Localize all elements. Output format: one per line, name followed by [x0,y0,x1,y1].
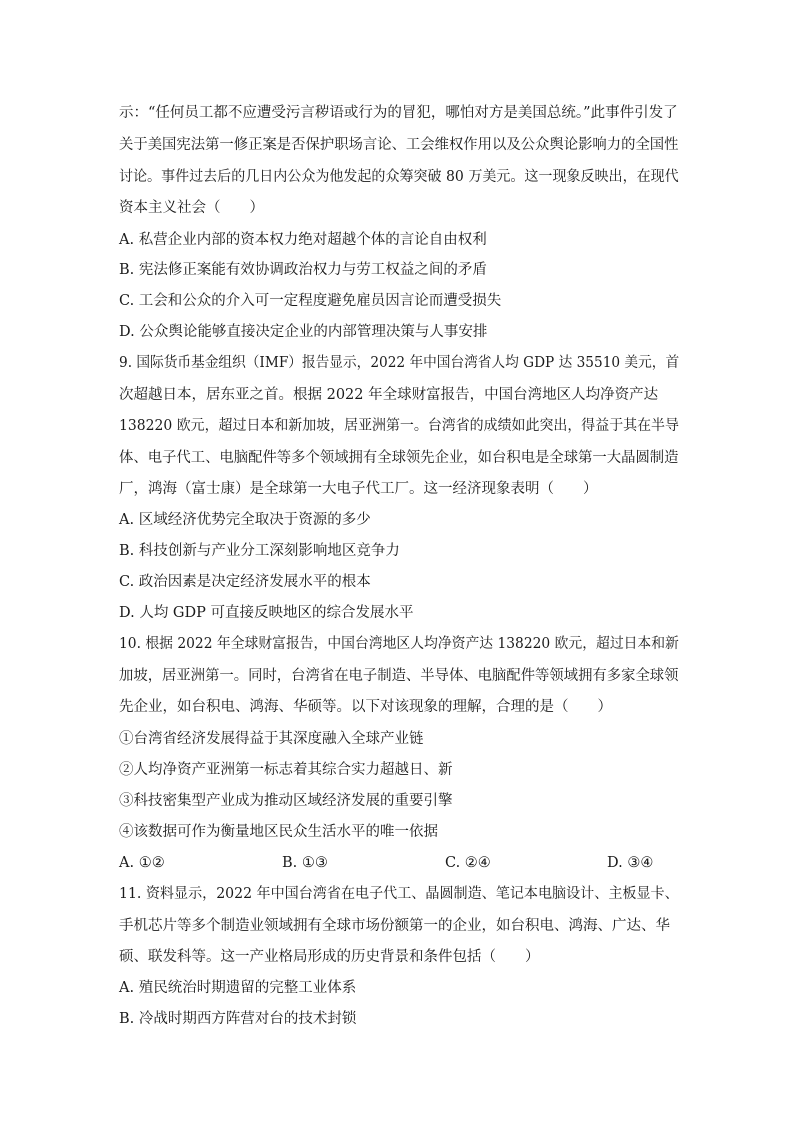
q9-option-b: B. 科技创新与产业分工深刻影响地区竞争力 [119,543,400,559]
q10-options-row [119,853,659,873]
q9-stem-line-4: 体、电子代工、电脑配件等多个领域拥有全球领先企业，如台积电是全球第一大晶圆制造 [119,450,679,466]
q10-option-d: D. ③④ [607,855,654,871]
q10-statement-2: ②人均净资产亚洲第一标志着其综合实力超越日、新 [119,762,453,778]
q10-option-c: C. ②④ [445,855,491,871]
q11-stem-line-2: 手机芯片等多个制造业领域拥有全球市场份额第一的企业，如台积电、鸿海、广达、华 [119,918,670,934]
q9-option-d: D. 人均 GDP 可直接反映地区的综合发展水平 [119,605,414,621]
q9-option-c: C. 政治因素是决定经济发展水平的根本 [119,574,371,590]
q10-option-b: B. ①③ [282,855,328,871]
q11-option-a: A. 殖民统治时期遗留的完整工业体系 [119,980,357,996]
q10-stem-line-2: 加坡，居亚洲第一。同时，台湾省在电子制造、半导体、电脑配件等领域拥有多家全球领 [119,668,679,684]
q10-statement-1: ①台湾省经济发展得益于其深度融入全球产业链 [119,731,424,747]
q8-stem-line-2: 关于美国宪法第一修正案是否保护职场言论、工会维权作用以及公众舆论影响力的全国性 [119,137,679,153]
q10-statement-4: ④该数据可作为衡量地区民众生活水平的唯一依据 [119,824,438,840]
q8-option-d: D. 公众舆论能够直接决定企业的内部管理决策与人事安排 [119,324,488,340]
q8-option-c: C. 工会和公众的介入可一定程度避免雇员因言论而遭受损失 [119,293,502,309]
q11-stem-line-1: 11. 资料显示，2022 年中国台湾省在电子代工、晶圆制造、笔记本电脑设计、主板显卡、 [119,886,679,902]
q10-stem-line-3: 先企业，如台积电、鸿海、华硕等。以下对该现象的理解，合理的是（ ） [119,699,612,715]
q9-stem-line-2: 次超越日本，居东亚之首。根据 2022 年全球财富报告，中国台湾地区人均净资产达 [119,387,659,403]
q8-stem-line-3: 讨论。事件过去后的几日内公众为他发起的众筹突破 80 万美元。这一现象反映出，在现代 [119,169,679,185]
q8-stem-line-1: 示：“任何员工都不应遭受污言秽语或行为的冒犯，哪怕对方是美国总统。”此事件引发了 [119,105,678,121]
q9-stem-line-1: 9. 国际货币基金组织（IMF）报告显示，2022 年中国台湾省人均 GDP 达 35510 美元，首 [119,355,680,371]
q11-stem-line-3: 硕、联发科等。这一产业格局形成的历史背景和条件包括（ ） [119,949,540,965]
q8-option-a: A. 私营企业内部的资本权力绝对超越个体的言论自由权利 [119,232,487,248]
q10-stem-line-1: 10. 根据 2022 年全球财富报告，中国台湾地区人均净资产达 138220 欧元，超过日本和新 [119,636,679,652]
q9-option-a: A. 区域经济优势完全取决于资源的多少 [119,512,371,528]
q9-stem-line-5: 厂，鸿海（富士康）是全球第一大电子代工厂。这一经济现象表明（ ） [119,481,598,497]
q10-statement-3: ③科技密集型产业成为推动区域经济发展的重要引擎 [119,793,453,809]
q10-option-a: A. ①② [119,855,165,871]
q8-stem-line-4: 资本主义社会（ ） [119,200,264,216]
q8-option-b: B. 宪法修正案能有效协调政治权力与劳工权益之间的矛盾 [119,262,487,278]
q9-stem-line-3: 138220 欧元，超过日本和新加坡，居亚洲第一。台湾省的成绩如此突出，得益于其在半导 [119,418,679,434]
q11-option-b: B. 冷战时期西方阵营对台的技术封锁 [119,1011,357,1027]
